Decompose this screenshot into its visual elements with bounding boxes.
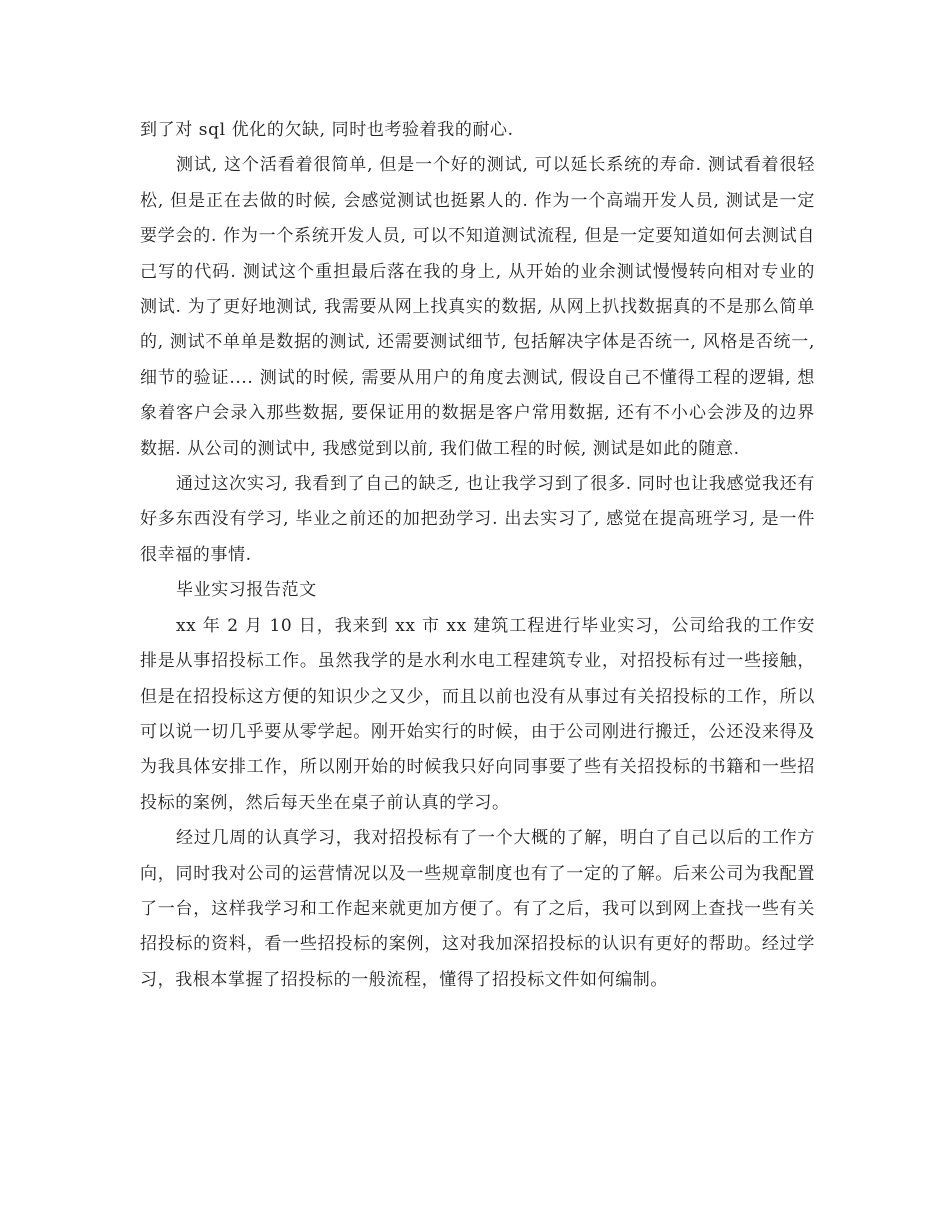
paragraph-continuation: 到了对 sql 优化的欠缺, 同时也考验着我的耐心.: [140, 120, 514, 140]
paragraph-internship-start: xx 年 2 月 10 日，我来到 xx 市 xx 建筑工程进行毕业实习，公司给我的工作安排是从事招投标工作。虽然我学的是水利水电工程建筑专业，对招投标有过一些接触，但是在招投标这方便的知识少之又少，而且以前也没有从事过有关招投标的工作，所以可以说一切几乎要从零学起。刚开始实行的时候，由于公司刚进行搬迁，公还没来得及为我具体安排工作，所以刚开始的时候我只好向同事要了些有关招投标的书籍和一些招投标的案例，然后每天坐在桌子前认真的学习。: [140, 615, 815, 813]
paragraph-learning: 经过几周的认真学习，我对招投标有了一个大概的了解，明白了自己以后的工作方向，同时我对公司的运营情况以及一些规章制度也有了一定的了解。后来公司为我配置了一台，这样我学习和工作起来就更加方便了。有了之后，我可以到网上查找一些有关招投标的资料，看一些招投标的案例，这对我加深招投标的认识有更好的帮助。经过学习，我根本掌握了招投标的一般流程，懂得了招投标文件如何编制。: [140, 828, 815, 990]
section-heading: 毕业实习报告范文: [176, 580, 317, 601]
document-body: [140, 113, 815, 998]
paragraph-testing: 测试, 这个活看着很简单, 但是一个好的测试, 可以延长系统的寿命. 测试看着很轻松, 但是正在去做的时候, 会感觉测试也挺累人的. 作为一个高端开发人员, 测试是一定要学会的. 作为一个系统开发人员, 可以不知道测试流程, 但是一定要知道如何去测试自己写的代码. 测试这个重担最后落在我的身上, 从开始的业余测试慢慢转向相对专业的测试. 为了更好地测试, 我需要从网上找真实的数据, 从网上扒找数据真的不是那么简单的, 测试不单单是数据的测试, 还需要测试细节, 包括解决字体是否统一, 风格是否统一, 细节的验证.... 测试的时候, 需要从用户的角度去测试, 假设自己不懂得工程的逻辑, 想象着客户会录入那些数据, 要保证用的数据是客户常用数据, 还有不小心会涉及的边界数据. 从公司的测试中, 我感觉到以前, 我们做工程的时候, 测试是如此的随意.: [140, 155, 815, 459]
paragraph-conclusion: 通过这次实习, 我看到了自己的缺乏, 也让我学习到了很多. 同时也让我感觉我还有好多东西没有学习, 毕业之前还的加把劲学习. 出去实习了, 感觉在提高班学习, 是一件很幸福的事情.: [140, 474, 815, 565]
